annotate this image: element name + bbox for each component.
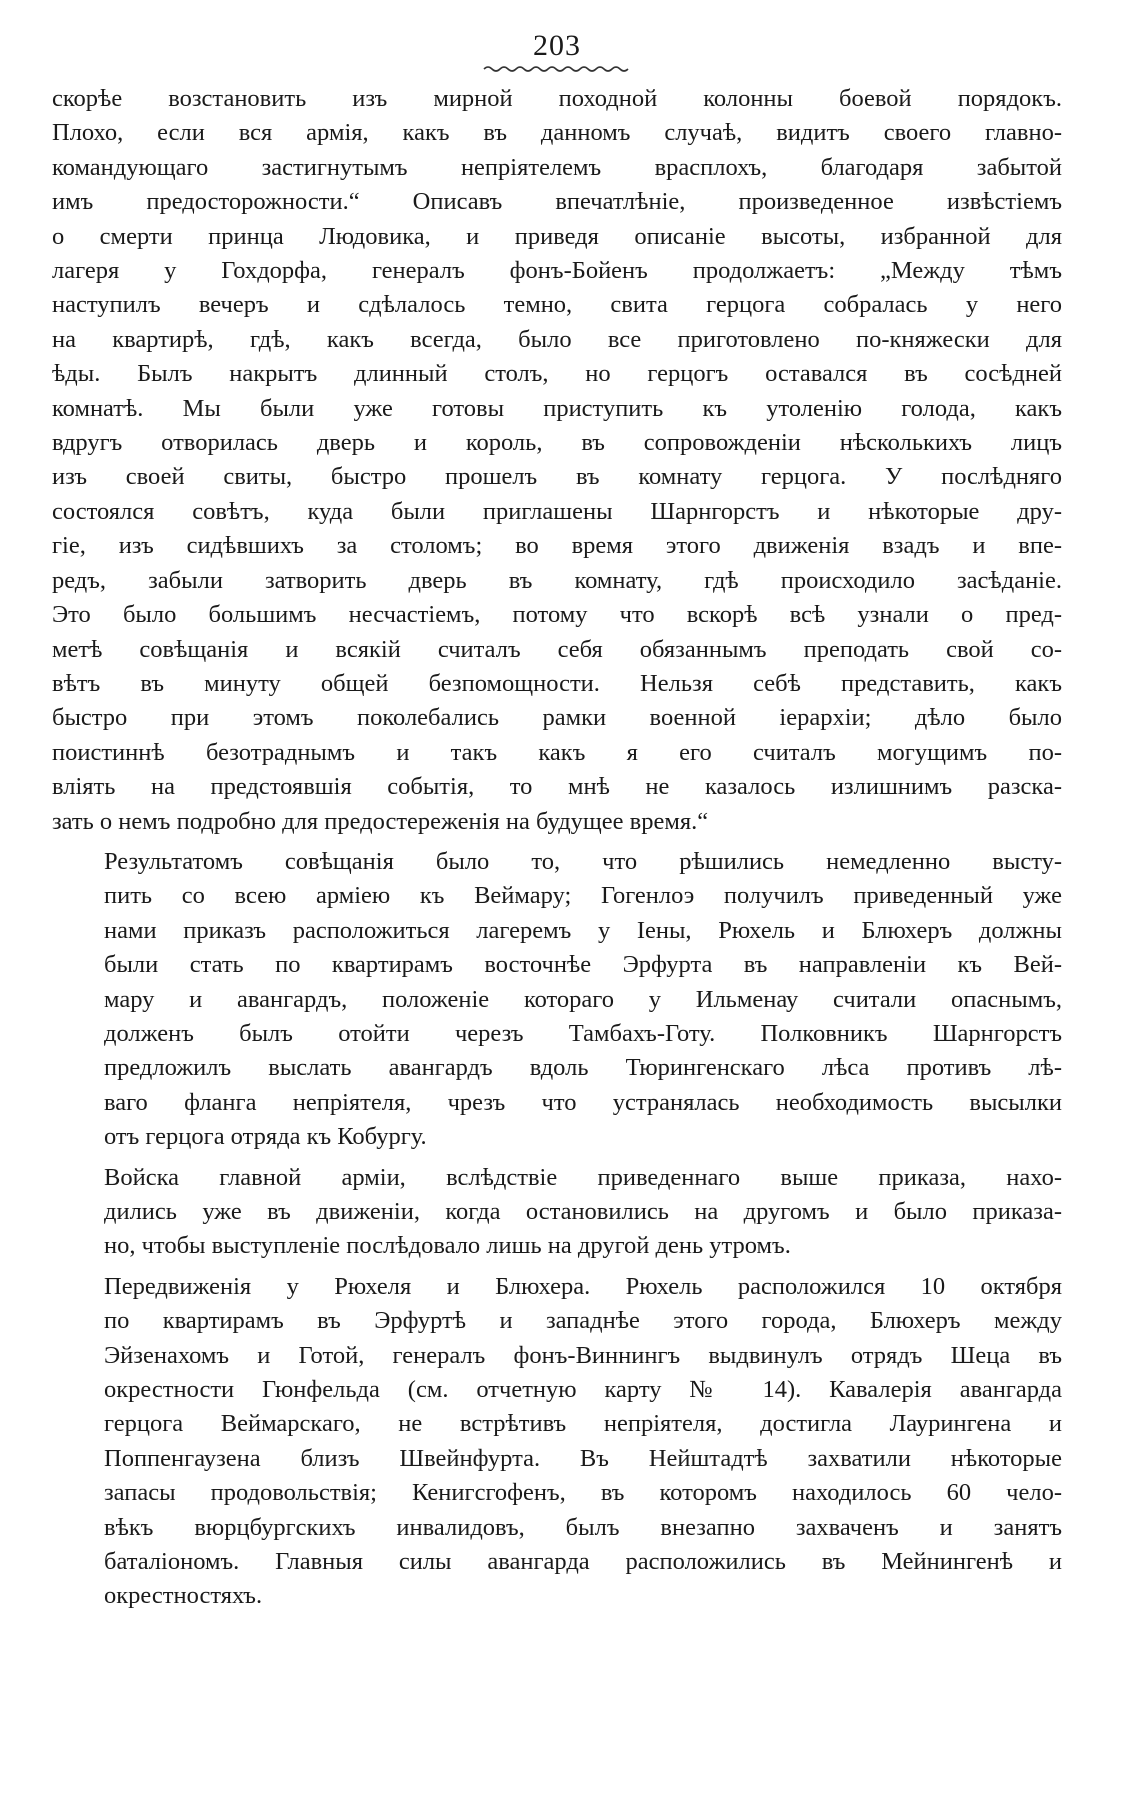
text-line: но, чтобы выступленіе послѣдовало лишь на другой день утромъ.: [104, 1232, 791, 1260]
text-line: поистиннѣ безотраднымъ и такъ какъ я его считалъ могущимъ по-: [52, 738, 1062, 766]
text-line: ѣды. Былъ накрытъ длинный столъ, но герцогъ оставался въ сосѣдней: [52, 360, 1062, 388]
text-line: вѣкъ вюрцбургскихъ инвалидовъ, былъ внезапно захваченъ и занятъ: [104, 1513, 1062, 1541]
body-text: [52, 82, 1062, 1614]
document-page: [52, 28, 1062, 1614]
text-line: Войска главной арміи, вслѣдствіе приведеннаго выше приказа, нахо-: [104, 1163, 1062, 1191]
text-line: Плохо, если вся армія, какъ въ данномъ случаѣ, видитъ своего главно-: [52, 119, 1062, 147]
text-line: долженъ былъ отойти черезъ Тамбахъ-Готу. Полковникъ Шарнгорстъ: [104, 1019, 1062, 1047]
text-line: имъ предосторожности.“ Описавъ впечатлѣніе, произведенное извѣстіемъ: [52, 188, 1062, 216]
text-line: изъ своей свиты, быстро прошелъ въ комнату герцога. У послѣдняго: [52, 463, 1062, 491]
text-line: на квартирѣ, гдѣ, какъ всегда, было все приготовлено по-княжески для: [52, 325, 1062, 353]
text-line: вдругъ отворилась дверь и король, въ сопровожденіи нѣсколькихъ лицъ: [52, 429, 1062, 457]
text-line: нами приказъ расположиться лагеремъ у Іены, Рюхель и Блюхеръ должны: [104, 916, 1062, 944]
text-line: состоялся совѣтъ, куда были приглашены Шарнгорстъ и нѣкоторые дру-: [52, 497, 1062, 525]
text-line: отъ герцога отряда къ Кобургу.: [104, 1123, 427, 1151]
text-line: наступилъ вечеръ и сдѣлалось темно, свита герцога собралась у него: [52, 291, 1062, 319]
text-line: Это было большимъ несчастіемъ, потому что вскорѣ всѣ узнали о пред-: [52, 601, 1062, 629]
paragraph-council-result: [52, 845, 1062, 1155]
text-line: по квартирамъ въ Эрфуртѣ и западнѣе этого города, Блюхеръ между: [104, 1307, 1062, 1335]
text-line: были стать по квартирамъ восточнѣе Эрфурта въ направленіи къ Вей-: [104, 951, 1062, 979]
text-line: мару и авангардъ, положеніе котораго у Ильменау считали опаснымъ,: [104, 985, 1062, 1013]
text-line: лагеря у Гохдорфа, генералъ фонъ-Бойенъ продолжаетъ: „Между тѣмъ: [52, 257, 1062, 285]
page-header: [52, 28, 1062, 74]
text-line: предложилъ выслать авангардъ вдоль Тюрингенскаго лѣса противъ лѣ-: [104, 1054, 1062, 1082]
text-line: метѣ совѣщанія и всякій считалъ себя обязаннымъ преподать свой со-: [52, 635, 1062, 663]
text-line: Эйзенахомъ и Готой, генералъ фонъ-Виннингъ выдвинулъ отрядъ Шеца въ: [104, 1341, 1062, 1369]
text-line: окрестностяхъ.: [104, 1582, 263, 1610]
text-line: ваго фланга непріятеля, чрезъ что устранялась необходимость высылки: [104, 1088, 1062, 1116]
text-line: редъ, забыли затворить дверь въ комнату, гдѣ происходило засѣданіе.: [52, 566, 1062, 594]
text-line: герцога Веймарскаго, не встрѣтивъ непріятеля, достигла Лаурингена и: [104, 1410, 1062, 1438]
text-line: Результатомъ совѣщанія было то, что рѣшились немедленно высту-: [104, 847, 1062, 875]
text-line: командующаго застигнутымъ непріятелемъ врасплохъ, благодаря забытой: [52, 153, 1062, 181]
text-line: Поппенгаузена близъ Швейнфурта. Въ Нейштадтѣ захватили нѣкоторые: [104, 1444, 1062, 1472]
text-line: запасы продовольствія; Кенигсгофенъ, въ которомъ находилось 60 чело-: [104, 1479, 1062, 1507]
text-line: баталіономъ. Главныя силы авангарда расположились въ Мейнингенѣ и: [104, 1548, 1062, 1576]
text-line: комнатѣ. Мы были уже готовы приступить къ утоленію голода, какъ: [52, 394, 1062, 422]
page-number: 203: [533, 29, 581, 62]
paragraph-main-army-movement: [52, 1161, 1062, 1264]
text-line: вѣтъ въ минуту общей безпомощности. Нельзя себѣ представить, какъ: [52, 669, 1062, 697]
text-line: быстро при этомъ поколебались рамки военной іерархіи; дѣло было: [52, 704, 1062, 732]
text-line: скорѣе возстановить изъ мирной походной колонны боевой порядокъ.: [52, 85, 1062, 112]
paragraph-quote-continuation: [52, 82, 1062, 839]
text-line: окрестности Гюнфельда (см. отчетную карту № 14). Кавалерія авангарда: [104, 1376, 1062, 1404]
text-line: о смерти принца Людовика, и приведя описаніе высоты, избранной для: [52, 222, 1062, 250]
wavy-underline-ornament: [482, 64, 632, 74]
text-line: вліять на предстоявшія событія, то мнѣ не казалось излишнимъ разска-: [52, 773, 1062, 801]
text-line: пить со всею арміею къ Веймару; Гогенлоэ получилъ приведенный уже: [104, 882, 1062, 910]
text-line: зать о немъ подробно для предостереженія на будущее время.“: [52, 807, 709, 835]
text-line: Передвиженія у Рюхеля и Блюхера. Рюхель расположился 10 октября: [104, 1272, 1062, 1300]
text-line: дились уже въ движеніи, когда остановились на другомъ и было приказа-: [104, 1198, 1062, 1225]
paragraph-ruchel-bluecher-movements: [52, 1270, 1062, 1614]
text-line: гіе, изъ сидѣвшихъ за столомъ; во время этого движенія взадъ и впе-: [52, 532, 1062, 560]
